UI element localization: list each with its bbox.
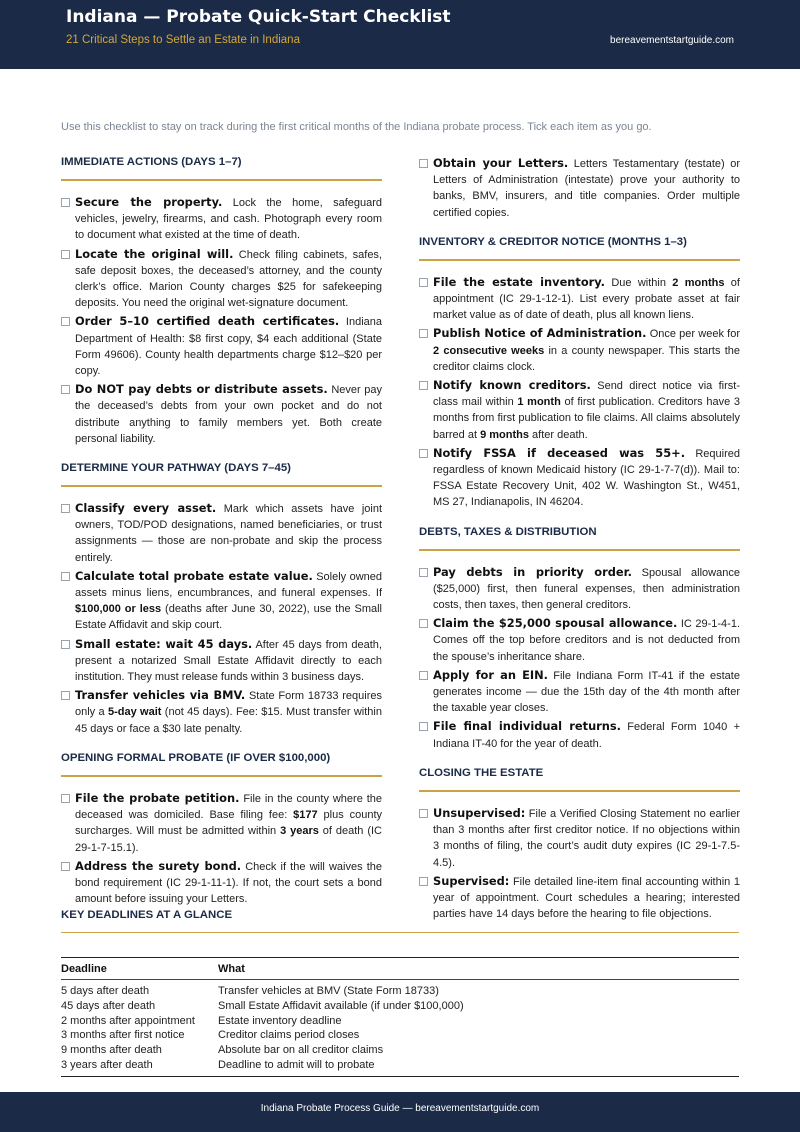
item-text: after death.	[529, 428, 588, 441]
item-lead: Transfer vehicles via BMV.	[75, 688, 246, 703]
item-emphasis: 2 months	[672, 276, 725, 289]
table-row	[61, 1014, 739, 1029]
checklist-item	[61, 687, 382, 737]
checkbox[interactable]	[61, 640, 70, 649]
page-header	[0, 0, 800, 69]
checklist-item	[61, 381, 382, 447]
item-text: File detailed line-item final accounting within 1 year of appointment. Court schedules a hearing; interested parties have 14 days before the hearing to file objections.	[433, 875, 740, 921]
what-cell: Absolute bar on all creditor claims	[218, 1044, 384, 1057]
item-lead: Calculate total probate estate value.	[75, 568, 313, 583]
checkbox[interactable]	[419, 877, 428, 886]
checklist-item	[419, 274, 740, 324]
item-text: Spousal allowance ($25,000) first, then funeral expenses, then administration costs, then taxes, then general creditors.	[433, 566, 740, 612]
table-row	[61, 999, 739, 1014]
what-cell: Transfer vehicles at BMV (State Form 18733)	[218, 985, 439, 997]
column-header-what: What	[218, 958, 739, 980]
header-site-link[interactable]: bereavementstartguide.com	[610, 35, 734, 46]
checkbox[interactable]	[61, 385, 70, 394]
item-text: in a county newspaper. This starts the creditor claims clock.	[433, 344, 741, 373]
right-column	[419, 155, 740, 924]
deadline-cell: 9 months after death	[61, 1044, 162, 1057]
deadline-cell: 5 days after death	[61, 985, 150, 997]
item-text: Solely owned assets minus liens, encumbrances, and funeral expenses. If	[75, 570, 382, 600]
checklist-item	[61, 858, 382, 908]
checkbox[interactable]	[61, 504, 70, 513]
checklist-item	[61, 313, 382, 379]
checkbox[interactable]	[419, 159, 428, 168]
item-text: of appointment (IC 29-1-12-1). List every probate asset at fair market value as of date of death, plus all known liens.	[433, 276, 740, 322]
item-lead: Unsupervised:	[433, 805, 526, 820]
deadline-cell: 2 months after appointment	[61, 1014, 195, 1027]
checklist-item	[419, 667, 740, 717]
what-cell: Estate inventory deadline	[218, 1014, 342, 1027]
checkbox[interactable]	[419, 568, 428, 577]
item-lead: Claim the $25,000 spousal allowance.	[433, 616, 678, 631]
checklist-item	[419, 615, 740, 665]
checkbox[interactable]	[419, 329, 428, 338]
section-heading-formal: OPENING FORMAL PROBATE (IF OVER $100,000)	[61, 751, 382, 777]
item-text: IC 29-1-4-1. Comes off the top before creditors and is not deducted from the spouse’s inheritance share.	[433, 618, 740, 663]
checklist-item	[419, 155, 740, 221]
section-heading-inventory: INVENTORY & CREDITOR NOTICE (MONTHS 1–3)	[419, 235, 740, 261]
item-emphasis: 9 months	[480, 428, 529, 441]
checkbox[interactable]	[61, 862, 70, 871]
checklist-item	[419, 377, 740, 443]
item-text: (not 45 days). Fee: $15. Must transfer within 45 days or face a $30 late penalty.	[75, 706, 382, 735]
column-header-deadline: Deadline	[61, 958, 218, 980]
item-text: of first publication. Creditors have 3 months from first publication to file claims. All claims absolutely barred at	[433, 396, 740, 441]
table-row	[61, 1058, 739, 1076]
checklist-item	[419, 718, 740, 751]
item-text: (deaths after June 30, 2022), use the Small Estate Affidavit and skip court.	[75, 603, 382, 632]
item-text: After 45 days from death, present a notarized Small Estate Affidavit directly to each institution. They must release funds within 3 business days.	[75, 638, 382, 684]
item-lead: File the estate inventory.	[433, 274, 605, 289]
checkbox[interactable]	[61, 250, 70, 259]
checklist-item	[419, 445, 740, 511]
item-text: Federal Form 1040 + Indiana IT-40 for the year of death.	[433, 721, 740, 750]
checkbox[interactable]	[419, 278, 428, 287]
item-lead: Obtain your Letters.	[433, 156, 569, 170]
intro-text: Use this checklist to stay on track during the first critical months of the Indiana probate process. Tick each item as you go.	[61, 121, 652, 133]
item-text: File a Verified Closing Statement no earlier than 3 months after first creditor notice. If no objections within 3 months of filing, the court’s audit duty expires (IC 29-1-7.5-4.5).	[433, 807, 740, 869]
item-text: State Form 18733 requires only a	[75, 690, 383, 719]
checklist-item	[61, 636, 382, 686]
checklist-item	[419, 564, 740, 614]
item-text: File in the county where the deceased was domiciled. Base filing fee:	[75, 792, 382, 822]
page-title: Indiana — Probate Quick-Start Checklist	[66, 7, 451, 27]
section-heading-immediate: IMMEDIATE ACTIONS (DAYS 1–7)	[61, 155, 382, 181]
item-lead: File the probate petition.	[75, 790, 240, 805]
table-header-row	[61, 958, 739, 980]
item-lead: Secure the property.	[75, 195, 223, 209]
item-text: plus county surcharges. Will must be admitted within	[75, 809, 383, 838]
page-subtitle: 21 Critical Steps to Settle an Estate in Indiana	[66, 34, 300, 46]
checkbox[interactable]	[419, 809, 428, 818]
item-text: Indiana Department of Health: $8 first copy, $4 each additional (State Form 49606). County health departments charge $12–$20 per copy.	[75, 316, 382, 378]
checkbox[interactable]	[61, 691, 70, 700]
item-text: Due within	[605, 276, 673, 289]
item-text: File Indiana Form IT-41 if the estate generates income — due the 15th day of the 4th month after the taxable year closes.	[433, 669, 740, 715]
checklist-item	[61, 790, 382, 856]
deadlines-table	[61, 957, 739, 1077]
left-column	[61, 155, 382, 909]
table-row	[61, 980, 739, 999]
section-heading-closing: CLOSING THE ESTATE	[419, 766, 740, 792]
item-lead: Apply for an EIN.	[433, 667, 548, 682]
what-cell: Creditor claims period closes	[218, 1029, 360, 1042]
item-text: Mark which assets have joint owners, TOD/POD designations, named beneficiaries, or trust assignments — those are non-probate and skip the process entirely.	[75, 503, 383, 564]
checklist-item	[61, 568, 382, 634]
item-text: Lock the home, safeguard vehicles, jewelry, firearms, and cash. Photograph every room to document what existed at the time of death.	[75, 197, 382, 242]
checklist-item	[419, 325, 740, 375]
item-text: Required regardless of known Medicaid history (IC 29-1-7-7(d)). Mail to: FSSA Estate Recovery Unit, 402 W. Washington St., W451, MS 27, Indianapolis, IN 46204.	[433, 447, 740, 509]
item-lead: Notify known creditors.	[433, 378, 591, 393]
page-footer	[0, 1092, 800, 1132]
checkbox[interactable]	[419, 619, 428, 628]
table-row	[61, 1043, 739, 1058]
table-row	[61, 1028, 739, 1043]
item-text: of death (IC 29-1-7-15.1).	[75, 825, 382, 854]
checkbox[interactable]	[419, 381, 428, 390]
item-text: Letters Testamentary (testate) or Letters of Administration (intestate) prove your authority to banks, BMV, insurers, and title companies. Order multiple certified copies.	[433, 158, 741, 219]
item-lead: Order 5–10 certified death certificates.	[75, 314, 340, 329]
section-heading-pathway: DETERMINE YOUR PATHWAY (DAYS 7–45)	[61, 461, 382, 487]
checklist-item	[419, 805, 740, 871]
deadline-cell: 45 days after death	[61, 999, 156, 1012]
item-emphasis: $100,000 or less	[75, 603, 162, 616]
item-emphasis: 1 month	[517, 396, 561, 409]
what-cell: Small Estate Affidavit available (if under $100,000)	[218, 999, 464, 1012]
deadlines-heading: KEY DEADLINES AT A GLANCE	[61, 909, 739, 933]
checklist-item	[61, 194, 382, 244]
checkbox[interactable]	[419, 449, 428, 458]
item-emphasis: 2 consecutive weeks	[433, 344, 545, 357]
checkbox[interactable]	[419, 671, 428, 680]
item-lead: Supervised:	[433, 873, 510, 888]
item-lead: Locate the original will.	[75, 246, 234, 261]
what-cell: Deadline to admit will to probate	[218, 1058, 375, 1071]
item-text: Once per week for	[646, 328, 740, 341]
checkbox[interactable]	[419, 722, 428, 731]
item-text: Send direct notice via first-class mail within	[433, 380, 740, 409]
item-emphasis: 5-day wait	[107, 706, 162, 719]
deadline-cell: 3 months after first notice	[61, 1029, 185, 1042]
item-lead: Classify every asset.	[75, 501, 217, 516]
item-text: Never pay the deceased’s debts from your own pocket and do not distribute anything to family members yet. Both create personal liability.	[75, 384, 382, 445]
checkbox[interactable]	[61, 572, 70, 581]
item-emphasis: 3 years	[280, 825, 319, 838]
footer-text: Indiana Probate Process Guide — bereavementstartguide.com	[260, 1103, 540, 1114]
checkbox[interactable]	[61, 317, 70, 326]
item-lead: Do NOT pay debts or distribute assets.	[75, 382, 328, 397]
checklist-item	[61, 246, 382, 312]
item-emphasis: $177	[293, 809, 318, 822]
item-text: Check if the will waives the bond requirement (IC 29-1-11-1). If not, the court sets a bond amount before issuing your Letters.	[75, 860, 383, 906]
item-lead: File final individual returns.	[433, 719, 622, 734]
item-lead: Address the surety bond.	[75, 858, 242, 873]
item-lead: Publish Notice of Administration.	[433, 326, 647, 341]
section-heading-debts: DEBTS, TAXES & DISTRIBUTION	[419, 525, 740, 551]
item-text: Check filing cabinets, safes, safe deposit boxes, the deceased’s attorney, and the county clerk’s office. Marion County charges $25 for safekeeping deposits. You need the original wet-signature document.	[75, 248, 382, 310]
item-lead: Pay debts in priority order.	[433, 564, 632, 579]
item-lead: Notify FSSA if deceased was 55+.	[433, 445, 686, 460]
item-lead: Small estate: wait 45 days.	[75, 636, 253, 651]
checkbox[interactable]	[61, 198, 70, 207]
checklist-item	[61, 500, 382, 566]
checkbox[interactable]	[61, 794, 70, 803]
deadline-cell: 3 years after death	[61, 1058, 153, 1071]
